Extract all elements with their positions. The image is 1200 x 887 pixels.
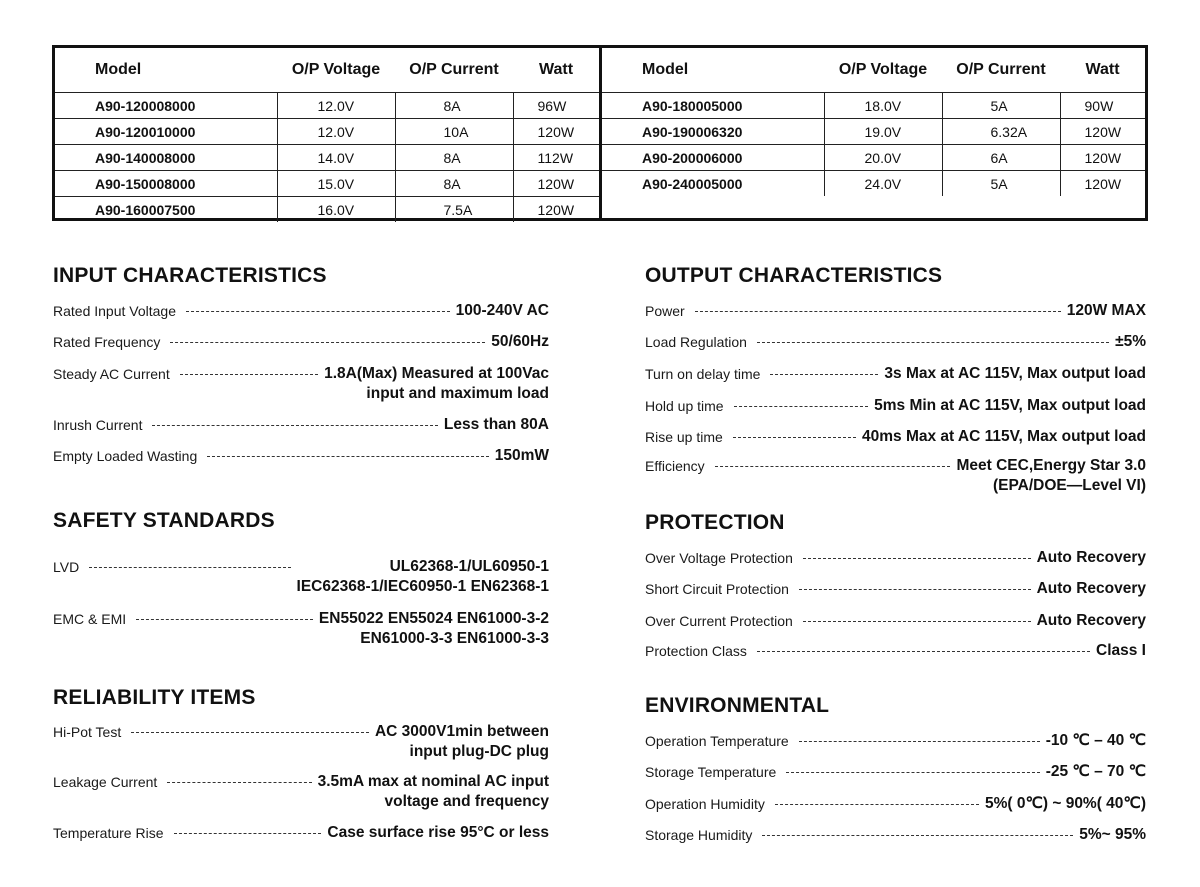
leader-dots	[178, 364, 324, 384]
cell-voltage: 20.0V	[824, 145, 942, 171]
spec-value: 1.8A(Max) Measured at 100Vac input and maximum load	[324, 365, 549, 402]
spec-value: ±5%	[1115, 333, 1146, 350]
leader-dots	[801, 548, 1037, 568]
spec-row	[645, 611, 1146, 631]
cell-voltage: 12.0V	[277, 119, 395, 145]
cell-voltage: 12.0V	[277, 93, 395, 119]
spec-label: Inrush Current	[53, 417, 143, 433]
cell-voltage: 19.0V	[824, 119, 942, 145]
cell-watt: 112W	[513, 145, 599, 171]
cell-watt: 120W	[1060, 119, 1145, 145]
spec-row	[645, 456, 1146, 496]
table-row	[55, 93, 599, 119]
spec-label: Storage Humidity	[645, 827, 753, 843]
spec-row	[645, 579, 1146, 599]
spec-row	[53, 446, 549, 466]
leader-dots	[731, 427, 862, 447]
spec-value: 40ms Max at AC 115V, Max output load	[862, 428, 1146, 445]
spec-row	[645, 301, 1146, 321]
table-row	[602, 171, 1145, 197]
table-row	[55, 119, 599, 145]
header-model: Model	[95, 61, 142, 78]
table-header-row	[55, 48, 599, 93]
cell-model: A90-160007500	[55, 197, 277, 223]
spec-row	[645, 332, 1146, 352]
header-model: Model	[642, 61, 689, 78]
header-watt: Watt	[538, 61, 574, 78]
section-title-output: OUTPUT CHARACTERISTICS	[645, 264, 943, 287]
spec-row	[645, 548, 1146, 568]
spec-value: Case surface rise 95°C or less	[327, 824, 549, 841]
spec-value: Auto Recovery	[1036, 612, 1146, 629]
model-table	[52, 45, 1148, 221]
leader-dots	[168, 332, 491, 352]
model-table-right	[602, 48, 1145, 218]
model-table-left	[55, 48, 602, 218]
spec-value: Meet CEC,Energy Star 3.0 (EPA/DOE—Level VI)	[956, 457, 1146, 494]
header-current: O/P Current	[956, 61, 1046, 78]
spec-row	[645, 396, 1146, 416]
spec-label: Protection Class	[645, 643, 747, 659]
spec-label: LVD	[53, 559, 80, 575]
leader-dots	[797, 579, 1037, 599]
section-title-reliability: RELIABILITY ITEMS	[53, 686, 256, 709]
spec-value: 5%( 0℃) ~ 90%( 40℃)	[984, 795, 1146, 812]
cell-model: A90-140008000	[55, 145, 277, 171]
leader-dots	[713, 456, 957, 476]
spec-row	[645, 825, 1146, 845]
leader-dots	[150, 415, 443, 435]
spec-label: Temperature Rise	[53, 825, 164, 841]
cell-current: 8A	[395, 93, 513, 119]
spec-value: -25 ℃ – 70 ℃	[1045, 763, 1146, 780]
cell-current: 6.32A	[942, 119, 1060, 145]
spec-label: Efficiency	[645, 458, 705, 474]
spec-row	[53, 415, 549, 435]
spec-row	[645, 641, 1146, 661]
spec-label: Rise up time	[645, 429, 723, 445]
leader-dots	[784, 762, 1045, 782]
cell-voltage: 16.0V	[277, 197, 395, 223]
spec-label: Short Circuit Protection	[645, 581, 789, 597]
cell-model: A90-200006000	[602, 145, 824, 171]
spec-row	[53, 301, 549, 321]
cell-voltage: 18.0V	[824, 93, 942, 119]
spec-label: Over Current Protection	[645, 613, 793, 629]
cell-model: A90-120010000	[55, 119, 277, 145]
spec-label: Load Regulation	[645, 334, 747, 350]
cell-watt: 90W	[1060, 93, 1145, 119]
spec-row	[53, 823, 549, 843]
spec-label: EMC & EMI	[53, 611, 127, 627]
leader-dots	[755, 332, 1115, 352]
leader-dots	[801, 611, 1037, 631]
spec-row	[53, 722, 549, 762]
cell-current: 8A	[395, 145, 513, 171]
leader-dots	[755, 641, 1096, 661]
spec-row	[645, 427, 1146, 447]
spec-value: 100-240V AC	[455, 302, 549, 319]
spec-value: Less than 80A	[443, 416, 549, 433]
leader-dots	[773, 794, 985, 814]
leader-dots	[172, 823, 328, 843]
spec-label: Operation Temperature	[645, 733, 789, 749]
spec-value: 3.5mA max at nominal AC input voltage and frequency	[317, 773, 549, 810]
table-row	[602, 145, 1145, 171]
section-title-safety: SAFETY STANDARDS	[53, 509, 275, 532]
cell-model: A90-240005000	[602, 171, 824, 197]
cell-model: A90-120008000	[55, 93, 277, 119]
spec-label: Rated Frequency	[53, 334, 161, 350]
leader-dots	[797, 731, 1046, 751]
spec-value: EN55022 EN55024 EN61000-3-2 EN61000-3-3 EN61000-3-3	[318, 610, 549, 647]
leader-dots	[205, 446, 494, 466]
spec-label: Storage Temperature	[645, 764, 777, 780]
cell-watt: 96W	[513, 93, 599, 119]
leader-dots	[693, 301, 1067, 321]
spec-label: Hi-Pot Test	[53, 724, 122, 740]
section-title-environmental: ENVIRONMENTAL	[645, 694, 830, 717]
cell-watt: 120W	[513, 171, 599, 197]
spec-value: 5ms Min at AC 115V, Max output load	[874, 397, 1146, 414]
header-voltage: O/P Voltage	[838, 61, 928, 78]
spec-value: Auto Recovery	[1036, 549, 1146, 566]
spec-value: 150mW	[494, 447, 549, 464]
cell-current: 6A	[942, 145, 1060, 171]
header-watt: Watt	[1085, 61, 1120, 78]
cell-watt: 120W	[513, 119, 599, 145]
leader-dots	[87, 557, 296, 577]
cell-voltage: 24.0V	[824, 171, 942, 197]
spec-value: 120W MAX	[1066, 302, 1146, 319]
leader-dots	[129, 722, 375, 742]
table-row	[55, 171, 599, 197]
spec-value: 3s Max at AC 115V, Max output load	[884, 365, 1146, 382]
spec-row	[645, 794, 1146, 814]
spec-value: AC 3000V1min between input plug-DC plug	[374, 723, 549, 760]
spec-row	[645, 731, 1146, 751]
spec-label: Power	[645, 303, 685, 319]
leader-dots	[760, 825, 1079, 845]
cell-watt: 120W	[1060, 171, 1145, 197]
cell-current: 7.5A	[395, 197, 513, 223]
spec-row	[53, 557, 549, 597]
cell-watt: 120W	[513, 197, 599, 223]
cell-current: 8A	[395, 171, 513, 197]
spec-row	[53, 364, 549, 404]
spec-value: 5%~ 95%	[1079, 826, 1146, 843]
leader-dots	[184, 301, 456, 321]
spec-value: Class I	[1096, 642, 1146, 659]
cell-model: A90-190006320	[602, 119, 824, 145]
spec-value: Auto Recovery	[1036, 580, 1146, 597]
spec-label: Rated Input Voltage	[53, 303, 176, 319]
spec-label: Steady AC Current	[53, 366, 170, 382]
cell-current: 5A	[942, 93, 1060, 119]
spec-row	[645, 364, 1146, 384]
spec-label: Over Voltage Protection	[645, 550, 793, 566]
spec-label: Turn on delay time	[645, 366, 761, 382]
table-row	[602, 119, 1145, 145]
table-header-row	[602, 48, 1145, 93]
leader-dots	[134, 609, 319, 629]
header-voltage: O/P Voltage	[291, 61, 381, 78]
leader-dots	[768, 364, 884, 384]
section-title-protection: PROTECTION	[645, 511, 785, 534]
leader-dots	[732, 396, 875, 416]
spec-row	[645, 762, 1146, 782]
spec-label: Empty Loaded Wasting	[53, 448, 198, 464]
cell-current: 5A	[942, 171, 1060, 197]
cell-watt: 120W	[1060, 145, 1145, 171]
table-row	[55, 145, 599, 171]
spec-label: Operation Humidity	[645, 796, 765, 812]
table-row	[55, 197, 599, 223]
spec-value: -10 ℃ – 40 ℃	[1045, 732, 1146, 749]
spec-value: 50/60Hz	[491, 333, 549, 350]
cell-current: 10A	[395, 119, 513, 145]
cell-model: A90-150008000	[55, 171, 277, 197]
spec-value: UL62368-1/UL60950-1 IEC62368-1/IEC60950-1 EN62368-1	[296, 558, 549, 595]
header-current: O/P Current	[409, 61, 499, 78]
spec-label: Hold up time	[645, 398, 724, 414]
cell-voltage: 14.0V	[277, 145, 395, 171]
table-row	[602, 93, 1145, 119]
spec-row	[53, 609, 549, 649]
spec-row	[53, 772, 549, 812]
spec-row	[53, 332, 549, 352]
section-title-input: INPUT CHARACTERISTICS	[53, 264, 327, 287]
cell-model: A90-180005000	[602, 93, 824, 119]
leader-dots	[165, 772, 317, 792]
spec-label: Leakage Current	[53, 774, 158, 790]
cell-voltage: 15.0V	[277, 171, 395, 197]
